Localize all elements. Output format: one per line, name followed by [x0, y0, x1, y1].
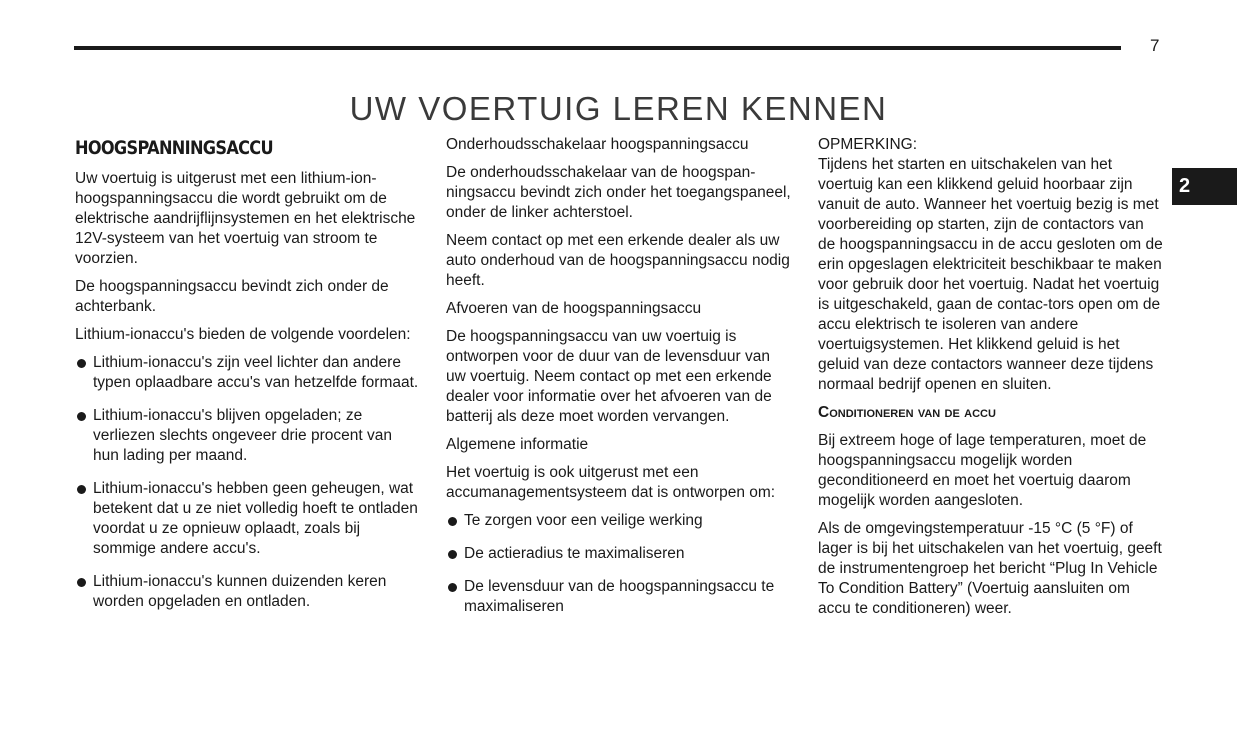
list-item-text: Lithium-ionaccu's blijven opgeladen; ze verliezen slechts ongeveer drie procent van hun lading per maand.	[93, 407, 392, 464]
note-text: Tijdens het starten en uitschakelen van het voertuig kan een klikkend geluid hoorbaar zijn vanuit de auto. Wanneer het voertuig bezig is met voorbereiding op starten, zijn de contactors van de hoogspanningsaccu in de accu gesloten om de erin opgeslagen elektriciteit beschikbaar te maken voor gebruik door het voertuig. Nadat het voertuig is uitgeschakeld, gaan de contac-tors open om de accu elektrisch te isoleren van andere voertuigsystemen. Het klikkend geluid is het geluid van deze contactors wanneer deze tijdens normaal bedrijf openen en sluiten.	[818, 156, 1163, 393]
bullet-icon	[77, 412, 86, 421]
list-item	[446, 577, 791, 617]
paragraph: Uw voertuig is uitgerust met een lithium-ion-hoogspanningsaccu die wordt gebruikt om de elektrische aandrijflijnsystemen en het elektrische 12V-systeem van het voertuig van stroom te voorzien.	[75, 170, 416, 267]
list-item-text: Lithium-ionaccu's hebben geen geheugen, wat betekent dat u ze niet volledig hoeft te ontladen voordat u ze opnieuw oplaadt, zoals bij sommige andere accu's.	[93, 480, 418, 557]
paragraph: Lithium-ionaccu's bieden de volgende voordelen:	[75, 326, 411, 343]
column-1	[75, 135, 420, 625]
bullet-icon	[77, 578, 86, 587]
header-rule	[74, 46, 1121, 50]
bullet-icon	[77, 485, 86, 494]
column-2	[446, 135, 791, 630]
chapter-title: UW VOERTUIG LEREN KENNEN	[349, 90, 888, 128]
list-item	[446, 511, 791, 531]
paragraph: De onderhoudsschakelaar van de hoogspan-ningsaccu bevindt zich onder het toegangspaneel, onder de linker achterstoel.	[446, 164, 791, 221]
note-title: OPMERKING:	[818, 136, 918, 153]
column-3	[818, 135, 1163, 627]
paragraph: De hoogspanningsaccu bevindt zich onder de achterbank.	[75, 278, 389, 315]
list-item-text: De levensduur van de hoogspanningsaccu te maximaliseren	[464, 578, 775, 615]
list-item	[75, 479, 420, 559]
paragraph: Het voertuig is ook uitgerust met een accumanagementsysteem dat is ontworpen om:	[446, 464, 776, 501]
chapter-tab: 2	[1172, 168, 1237, 205]
bms-goals-list	[446, 511, 791, 617]
list-item	[75, 406, 420, 466]
list-item-text: De actieradius te maximaliseren	[464, 545, 685, 562]
paragraph: Als de omgevingstemperatuur -15 °C (5 °F) of lager is bij het uitschakelen van het voertuig, geeft de instrumentengroep het bericht “Plug In Vehicle To Condition Battery” (Voertuig aansluiten om accu te conditioneren) weer.	[818, 520, 1162, 617]
section-heading-hoogspanningsaccu: HOOGSPANNINGSACCU	[75, 137, 273, 159]
list-item-text: Te zorgen voor een veilige werking	[464, 512, 703, 529]
bullet-icon	[77, 359, 86, 368]
paragraph: Bij extreem hoge of lage temperaturen, moet de hoogspanningsaccu mogelijk worden geconditioneerd en moet het voertuig daarom mogelijk worden aangesloten.	[818, 432, 1147, 509]
subheading-onderhoudsschakelaar: Onderhoudsschakelaar hoogspanningsaccu	[446, 136, 749, 153]
advantages-list	[75, 353, 420, 612]
subheading-algemene-informatie: Algemene informatie	[446, 436, 589, 453]
list-item	[75, 572, 420, 612]
paragraph: De hoogspanningsaccu van uw voertuig is ontworpen voor de duur van de levensduur van uw voertuig. Neem contact op met een erkende dealer voor informatie over het afvoeren van de batterij als deze moet worden vervangen.	[446, 328, 772, 425]
bullet-icon	[448, 517, 457, 526]
bullet-icon	[448, 550, 457, 559]
paragraph: Neem contact op met een erkende dealer als uw auto onderhoud van de hoogspanningsaccu nodig heeft.	[446, 232, 790, 289]
list-item	[446, 544, 791, 564]
list-item	[75, 353, 420, 393]
subheading-afvoeren: Afvoeren van de hoogspanningsaccu	[446, 300, 702, 317]
bullet-icon	[448, 583, 457, 592]
list-item-text: Lithium-ionaccu's kunnen duizenden keren worden opgeladen en ontladen.	[93, 573, 387, 610]
page-number: 7	[1150, 36, 1160, 55]
list-item-text: Lithium-ionaccu's zijn veel lichter dan andere typen oplaadbare accu's van hetzelfde formaat.	[93, 354, 419, 391]
subheading-conditioneren: Conditioneren van de accu	[818, 404, 996, 421]
